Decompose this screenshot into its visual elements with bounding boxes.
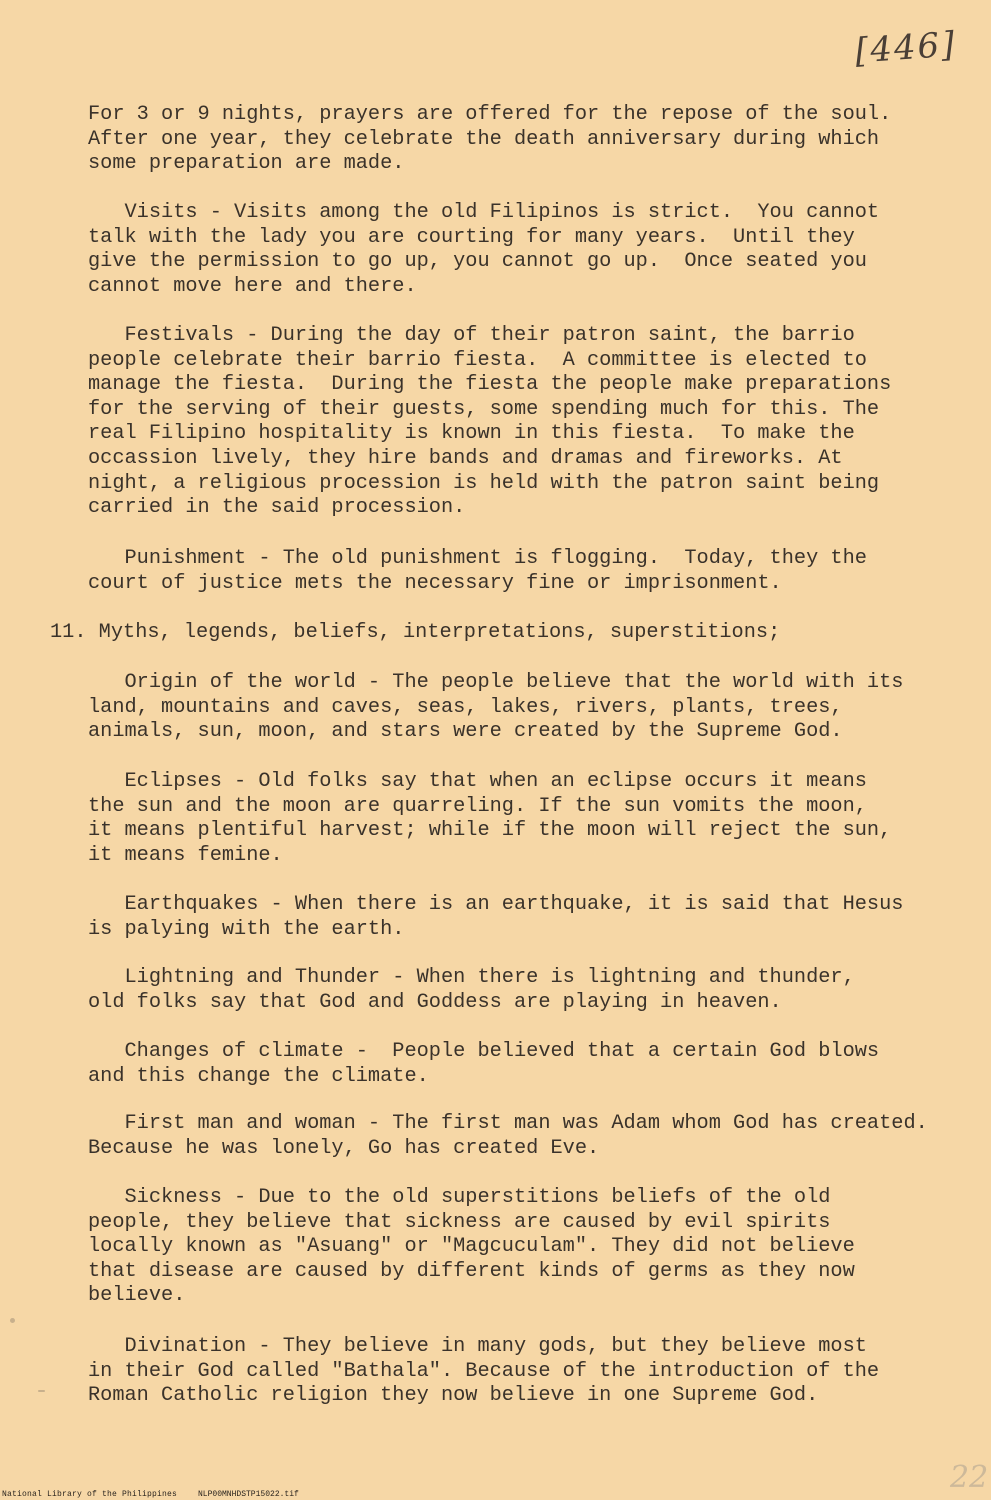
paragraph-visits: Visits - Visits among the old Filipinos is strict. You cannot talk with the lady you are courting for many years. Until they give the permission to go up, you cannot go up. Once seated you cannot move here and there. [88, 201, 880, 298]
footer-filename: NLP00MNHDSTP15022.tif [198, 1490, 299, 1499]
paragraph-earthquakes: Earthquakes - When there is an earthquake, it is said that Hesus is palying with the earth. [88, 893, 904, 941]
paragraph-climate: Changes of climate - People believed that a certain God blows and this change the climate. [88, 1040, 880, 1088]
corner-mark: 22 [950, 1460, 989, 1495]
paragraph-divination: Divination - They believe in many gods, but they believe most in their God called "Bathala". Because of the introduction of the Roman Catholic religion they now believe in one Supreme God. [88, 1335, 880, 1408]
footer-archive: National Library of the Philippines [2, 1490, 178, 1499]
paragraph-lightning-thunder: Lightning and Thunder - When there is lightning and thunder, old folks say that God and Goddess are playing in heaven. [88, 966, 855, 1014]
section-heading-myths: 11. Myths, legends, beliefs, interpretations, superstitions; [50, 621, 781, 644]
paragraph-festivals: Festivals - During the day of their patron saint, the barrio people celebrate their barrio fiesta. A committee is elected to manage the fiesta. During the fiesta the people make preparations for the serving of their guests, some spending much for this. The real Filipino hospitality is known in this fiesta. To make the occassion lively, they hire bands and dramas and fireworks. At night, a religious procession is held with the patron saint being carried in the said procession. [88, 324, 892, 520]
page-number: [446] [853, 24, 958, 72]
paragraph-prayers: For 3 or 9 nights, prayers are offered for the repose of the soul. After one year, they celebrate the death anniversary during which some preparation are made. [88, 103, 892, 176]
paper-speck [10, 1318, 15, 1323]
paragraph-first-man-woman: First man and woman - The first man was Adam whom God has created. Because he was lonely, Go has created Eve. [88, 1112, 928, 1160]
paragraph-eclipses: Eclipses - Old folks say that when an eclipse occurs it means the sun and the moon are quarreling. If the sun vomits the moon, it means plentiful harvest; while if the moon will reject the sun, it means femine. [88, 770, 892, 867]
paragraph-sickness: Sickness - Due to the old superstitions beliefs of the old people, they believe that sickness are caused by evil spirits locally known as "Asuang" or "Magcuculam". They did not believe that disease are caused by different kinds of germs as they now believe. [88, 1186, 855, 1308]
paragraph-origin-of-world: Origin of the world - The people believe that the world with its land, mountains and caves, seas, lakes, rivers, plants, trees, animals, sun, moon, and stars were created by the Supreme God. [88, 671, 904, 744]
paper-speck [38, 1390, 45, 1392]
paragraph-punishment: Punishment - The old punishment is flogging. Today, they the court of justice mets the necessary fine or imprisonment. [88, 547, 867, 595]
